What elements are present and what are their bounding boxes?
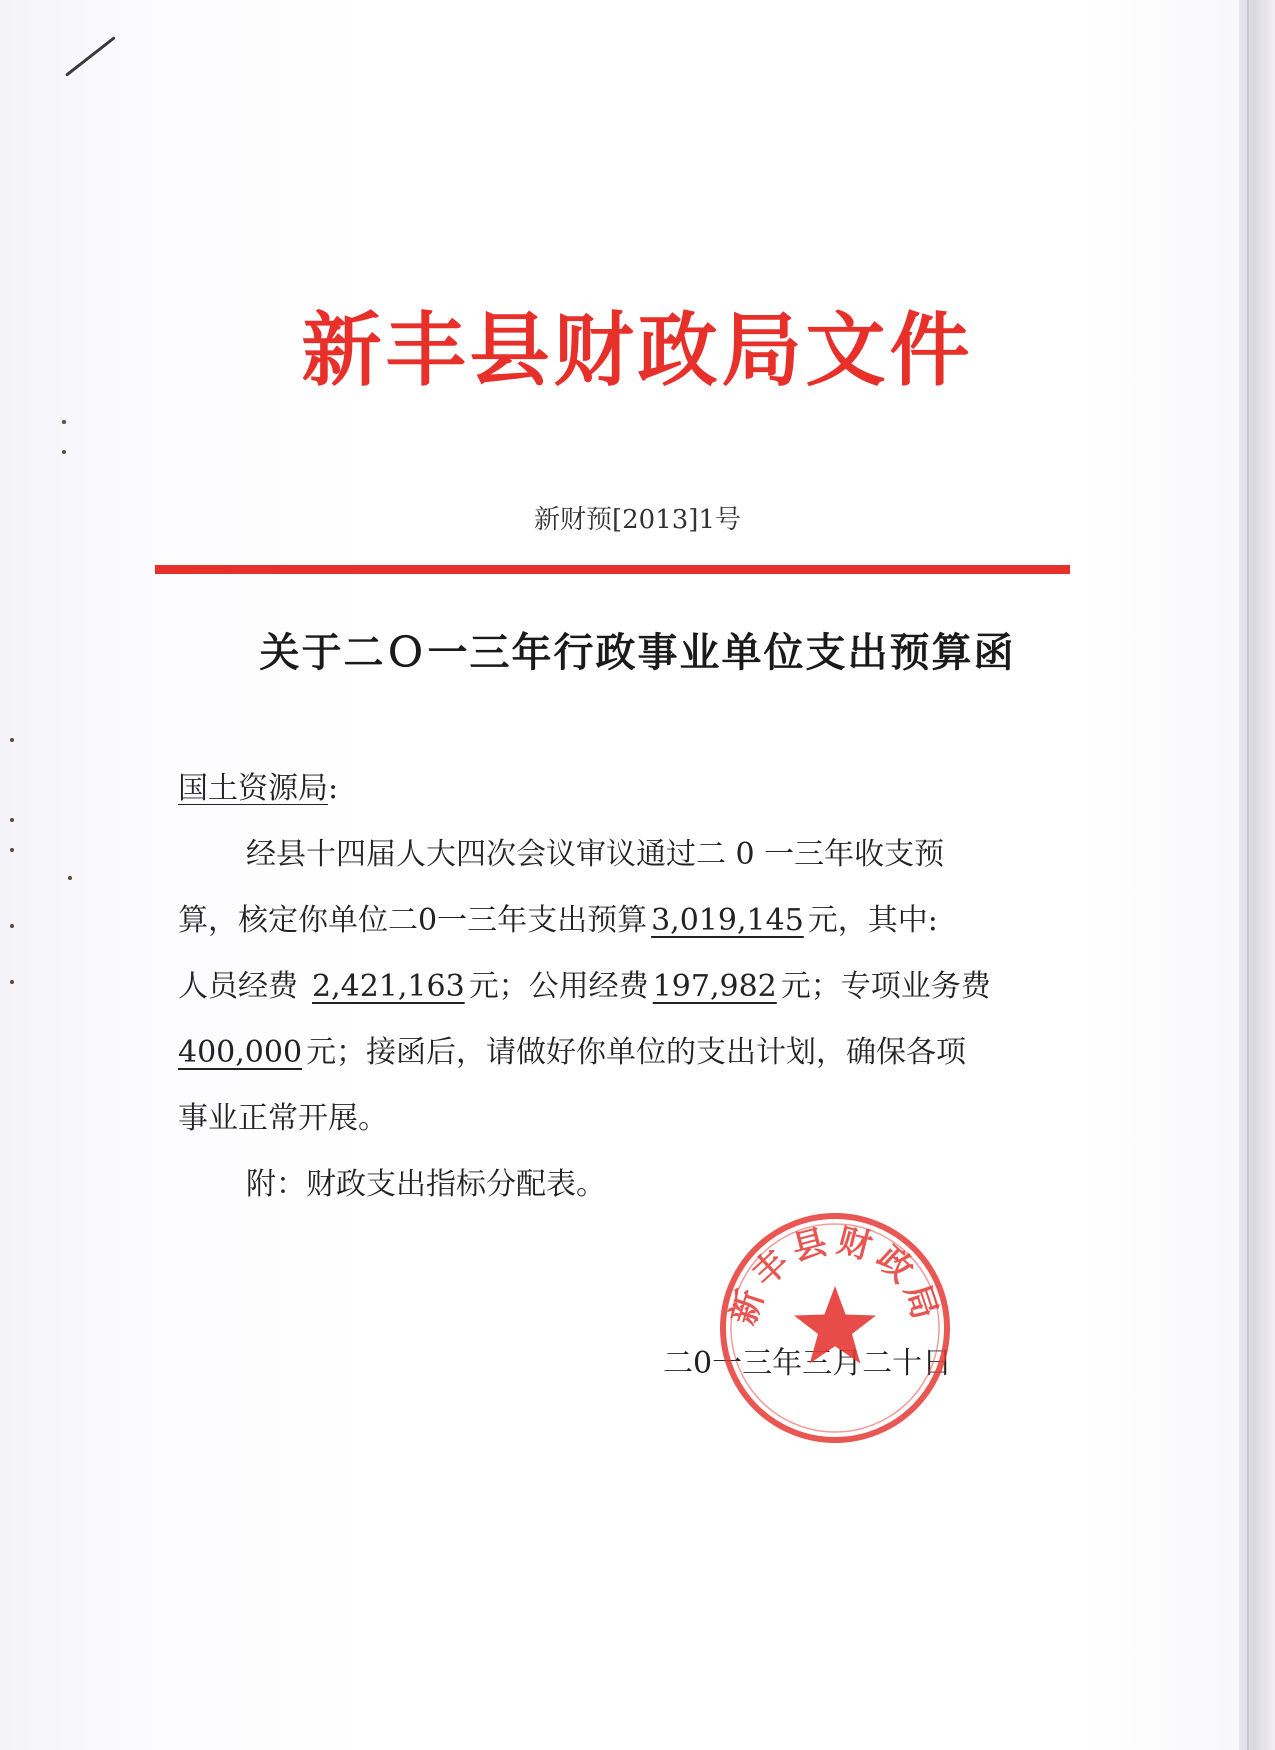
personnel-cost-value: 2,421,163 — [312, 969, 465, 1004]
binding-hole — [68, 876, 72, 880]
staple-mark — [65, 36, 116, 77]
binding-hole — [62, 450, 66, 454]
document-date: 二0一三年三月二十日 — [663, 1346, 953, 1381]
page-edge-shadow — [1239, 0, 1275, 1750]
binding-hole — [10, 980, 14, 984]
binding-hole — [10, 818, 14, 822]
salutation-line — [178, 756, 1048, 822]
addressee-colon: : — [328, 771, 339, 806]
paragraph-line: 事业正常开展。 — [178, 1101, 388, 1136]
paragraph-line — [178, 888, 1048, 954]
document-number: 新财预[2013]1号 — [534, 505, 741, 535]
total-budget-value: 3,019,145 — [651, 903, 804, 938]
text-fragment: 元；接函后，请做好你单位的支出计划，确保各项 — [306, 1035, 967, 1070]
text-fragment: 算，核定你单位二0一三年支出预算 — [178, 903, 648, 938]
text-fragment: 元；专项业务费 — [780, 969, 991, 1004]
official-seal — [715, 1208, 955, 1448]
letter-body — [178, 756, 1048, 1218]
paragraph-line: 经县十四届人大四次会议审议通过二 0 一三年收支预 — [246, 837, 945, 872]
attachment-note: 附：财政支出指标分配表。 — [246, 1167, 606, 1202]
special-cost-value: 400,000 — [178, 1035, 303, 1070]
text-fragment: 人员经费 — [178, 969, 298, 1004]
text-fragment: 元；公用经费 — [468, 969, 649, 1004]
text-fragment: 元，其中: — [807, 903, 938, 938]
paragraph-line — [178, 1020, 1048, 1086]
document-title: 关于二Ｏ一三年行政事业单位支出预算函 — [259, 629, 1016, 676]
binding-hole — [62, 420, 66, 424]
paragraph-line — [178, 954, 1048, 1020]
page-edge-line — [1247, 0, 1249, 1750]
header-red-rule — [155, 565, 1070, 574]
binding-hole — [10, 848, 14, 852]
agency-header: 新丰县财政局文件 — [301, 303, 974, 397]
public-cost-value: 197,982 — [652, 969, 777, 1004]
seal-star-icon — [794, 1286, 876, 1364]
binding-hole — [10, 924, 14, 928]
seal-text: 新丰县财政局 — [723, 1220, 947, 1330]
addressee: 国土资源局 — [178, 771, 328, 806]
binding-hole — [10, 738, 14, 742]
